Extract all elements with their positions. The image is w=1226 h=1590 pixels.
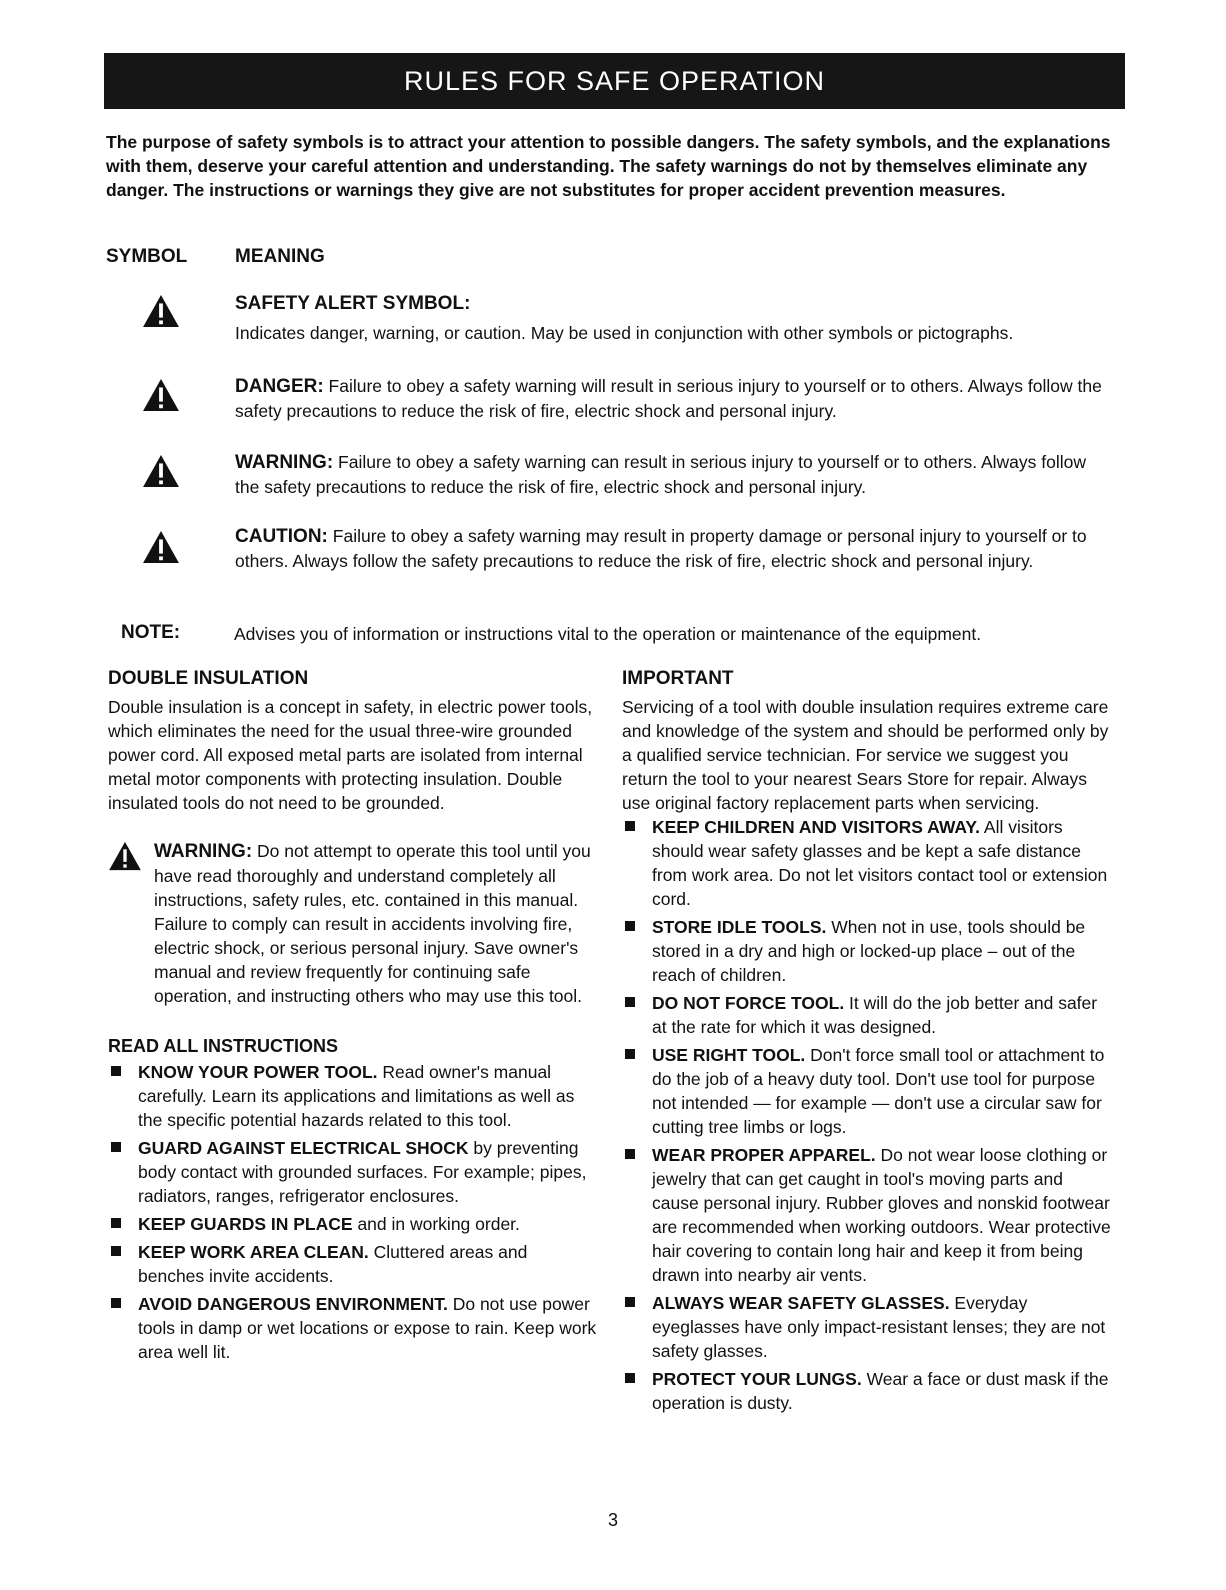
safety-rules-list bbox=[622, 815, 1112, 1415]
list-item-text: Cluttered areas and benches invite accidents. bbox=[138, 1242, 528, 1286]
bullet-square-icon bbox=[111, 1142, 121, 1152]
list-item-text: All visitors should wear safety glasses and be kept a safe distance from work area. Do not let visitors contact tool or extension cord. bbox=[652, 817, 1108, 909]
symbol-column-header: SYMBOL bbox=[106, 246, 188, 267]
danger-meaning bbox=[235, 374, 1115, 423]
warning-label: WARNING: bbox=[235, 452, 334, 473]
warning-meaning bbox=[235, 450, 1115, 499]
list-item-heading: KEEP CHILDREN AND VISITORS AWAY. bbox=[652, 817, 981, 837]
list-item-text: It will do the job better and safer at the rate for which it was designed. bbox=[652, 993, 1098, 1037]
safety-alert-text: Indicates danger, warning, or caution. May be used in conjunction with other symbols or pictographs. bbox=[235, 323, 1014, 343]
double-insulation-text: Double insulation is a concept in safety, in electric power tools, which eliminates the need for the usual three-wire grounded power cord. All exposed metal parts are isolated from internal metal motor components with protecting insulation. Double insulated tools do not need to be grounded. bbox=[108, 697, 593, 813]
bullet-square-icon bbox=[625, 821, 635, 831]
list-item-text: Everyday eyeglasses have only impact-resistant lenses; they are not safety glasses. bbox=[652, 1293, 1106, 1361]
list-item bbox=[622, 991, 1112, 1039]
danger-icon bbox=[142, 378, 180, 412]
caution-icon bbox=[142, 530, 180, 564]
bullet-square-icon bbox=[625, 1373, 635, 1383]
read-all-instructions-title: READ ALL INSTRUCTIONS bbox=[108, 1036, 339, 1056]
important-text: Servicing of a tool with double insulation requires extreme care and knowledge of the system and should be performed only by a qualified service technician. For service we suggest you return the tool to your nearest Sears Store for repair. Always use original factory replacement parts when servicing. bbox=[622, 697, 1109, 813]
bullet-square-icon bbox=[111, 1066, 121, 1076]
list-item-heading: PROTECT YOUR LUNGS. bbox=[652, 1369, 862, 1389]
list-item-heading: GUARD AGAINST ELECTRICAL SHOCK bbox=[138, 1138, 469, 1158]
caution-meaning bbox=[235, 524, 1115, 573]
page-number: 3 bbox=[607, 1510, 618, 1530]
right-column bbox=[622, 667, 1112, 1419]
bullet-square-icon bbox=[625, 997, 635, 1007]
list-item bbox=[622, 1143, 1112, 1287]
list-item bbox=[622, 1367, 1112, 1415]
list-item-heading: KEEP WORK AREA CLEAN. bbox=[138, 1242, 369, 1262]
list-item-heading: DO NOT FORCE TOOL. bbox=[652, 993, 845, 1013]
note-text: Advises you of information or instructions vital to the operation or maintenance of the equipment. bbox=[234, 624, 982, 644]
list-item bbox=[108, 1212, 598, 1236]
warning-notice bbox=[108, 839, 598, 1008]
safety-alert-title: SAFETY ALERT SYMBOL: bbox=[235, 293, 471, 314]
list-item bbox=[622, 915, 1112, 987]
read-all-instructions-list bbox=[108, 1060, 598, 1364]
page-title: RULES FOR SAFE OPERATION bbox=[104, 53, 1125, 109]
bullet-square-icon bbox=[625, 1297, 635, 1307]
bullet-square-icon bbox=[111, 1298, 121, 1308]
list-item bbox=[622, 1043, 1112, 1139]
list-item-text: Don't force small tool or attachment to do the job of a heavy duty tool. Don't use tool for purpose not intended — for example — don't use a circular saw for cutting tree limbs or logs. bbox=[652, 1045, 1105, 1137]
warning-notice-icon bbox=[108, 841, 142, 871]
bullet-square-icon bbox=[625, 921, 635, 931]
list-item-text: Do not wear loose clothing or jewelry that can get caught in tool's moving parts and cause personal injury. Rubber gloves and nonskid footwear are recommended when working outdoors. Wear protective hair covering to contain long hair and keep it from being drawn into nearby air vents. bbox=[652, 1145, 1111, 1285]
meaning-column-header: MEANING bbox=[235, 246, 325, 267]
list-item bbox=[622, 1291, 1112, 1363]
list-item-heading: ALWAYS WEAR SAFETY GLASSES. bbox=[652, 1293, 950, 1313]
list-item-text: by preventing body contact with grounded surfaces. For example; pipes, radiators, ranges, refrigerator enclosures. bbox=[138, 1138, 587, 1206]
double-insulation-title: DOUBLE INSULATION bbox=[108, 668, 309, 689]
danger-text: Failure to obey a safety warning will result in serious injury to yourself or to others. Always follow the safety precautions to reduce the risk of fire, electric shock and personal injury. bbox=[235, 376, 1102, 421]
list-item-heading: AVOID DANGEROUS ENVIRONMENT. bbox=[138, 1294, 448, 1314]
danger-label: DANGER: bbox=[235, 376, 324, 397]
bullet-square-icon bbox=[111, 1218, 121, 1228]
list-item-text: When not in use, tools should be stored in a dry and high or locked-up place – out of the reach of children. bbox=[652, 917, 1086, 985]
list-item-heading: WEAR PROPER APPAREL. bbox=[652, 1145, 876, 1165]
list-item-heading: KNOW YOUR POWER TOOL. bbox=[138, 1062, 378, 1082]
list-item bbox=[108, 1136, 598, 1208]
caution-label: CAUTION: bbox=[235, 526, 328, 547]
list-item-text: Do not use power tools in damp or wet locations or expose to rain. Keep work area well lit. bbox=[138, 1294, 597, 1362]
safety-alert-meaning bbox=[235, 292, 1115, 345]
warning-notice-text: Do not attempt to operate this tool until you have read thoroughly and understand completely all instructions, safety rules, etc. contained in this manual. Failure to comply can result in accidents involving fire, electric shock, or serious personal injury. Save owner's manual and review frequently for continuing safe operation, and instructing others who may use this tool. bbox=[154, 841, 591, 1006]
list-item-text: and in working order. bbox=[352, 1214, 520, 1234]
safety-alert-icon bbox=[142, 294, 180, 328]
warning-notice-label: WARNING: bbox=[154, 841, 253, 862]
list-item bbox=[108, 1240, 598, 1288]
list-item-heading: KEEP GUARDS IN PLACE bbox=[138, 1214, 353, 1234]
list-item-text: Read owner's manual carefully. Learn its applications and limitations as well as the specific potential hazards related to this tool. bbox=[138, 1062, 575, 1130]
intro-paragraph: The purpose of safety symbols is to attract your attention to possible dangers. The safety symbols, and the explanations with them, deserve your careful attention and understanding. The safety warnings do not by themselves eliminate any danger. The instructions or warnings they give are not substitutes for proper accident prevention measures. bbox=[106, 132, 1111, 200]
note-label: NOTE: bbox=[121, 622, 181, 643]
left-column bbox=[108, 667, 598, 1368]
caution-text: Failure to obey a safety warning may result in property damage or personal injury to yourself or to others. Always follow the safety precautions to reduce the risk of fire, electric shock and personal injury. bbox=[235, 526, 1087, 571]
list-item bbox=[622, 815, 1112, 911]
list-item-heading: USE RIGHT TOOL. bbox=[652, 1045, 806, 1065]
list-item bbox=[108, 1292, 598, 1364]
list-item-heading: STORE IDLE TOOLS. bbox=[652, 917, 827, 937]
bullet-square-icon bbox=[625, 1149, 635, 1159]
bullet-square-icon bbox=[111, 1246, 121, 1256]
warning-icon bbox=[142, 454, 180, 488]
bullet-square-icon bbox=[625, 1049, 635, 1059]
important-title: IMPORTANT bbox=[622, 668, 734, 689]
list-item-text: Wear a face or dust mask if the operation is dusty. bbox=[652, 1369, 1109, 1413]
warning-text: Failure to obey a safety warning can result in serious injury to yourself or to others. Always follow the safety precautions to reduce the risk of fire, electric shock and personal injury. bbox=[235, 452, 1087, 497]
list-item bbox=[108, 1060, 598, 1132]
